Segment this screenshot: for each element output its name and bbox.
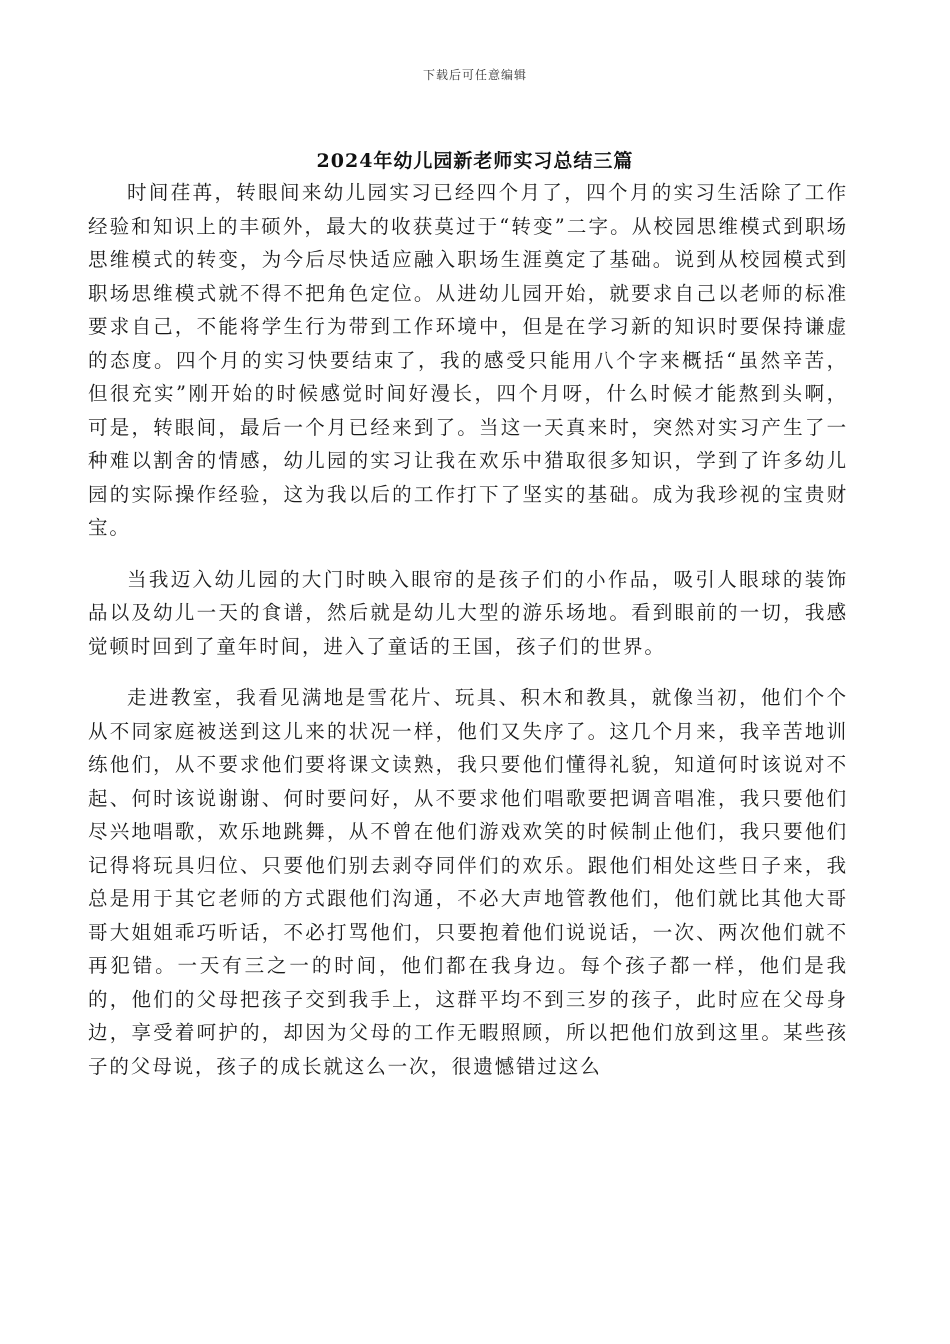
paragraph-3: 走进教室，我看见满地是雪花片、玩具、积木和教具，就像当初，他们个个从不同家庭被送到这儿来的状况一样，他们又失序了。这几个月来，我辛苦地训练他们，从不要求他们要将课文读熟，我只要他们懂得礼貌，知道何时该说对不起、何时该说谢谢、何时要问好，从不要求他们唱歌要把调音唱准，我只要他们尽兴地唱歌，欢乐地跳舞，从不曾在他们游戏欢笑的时候制止他们，我只要他们记得将玩具归位、只要他们别去剥夺同伴们的欢乐。跟他们相处这些日子来，我总是用于其它老师的方式跟他们沟通，不必大声地管教他们，他们就比其他大哥哥大姐姐乖巧听话，不必打骂他们，只要抱着他们说说话，一次、两次他们就不再犯错。一天有三之一的时间，他们都在我身边。每个孩子都一样，他们是我的，他们的父母把孩子交到我手上，这群平均不到三岁的孩子，此时应在父母身边，享受着呵护的，却因为父母的工作无暇照顾，所以把他们放到这里。某些孩子的父母说，孩子的成长就这么一次，很遗憾错过这么 <box>88 686 848 1078</box>
document-title: 2024年幼儿园新老师实习总结三篇 <box>316 150 634 172</box>
header-note: 下载后可任意编辑 <box>422 68 527 82</box>
paragraph-1: 时间荏苒，转眼间来幼儿园实习已经四个月了，四个月的实习生活除了工作经验和知识上的丰硕外，最大的收获莫过于“转变”二字。从校园思维模式到职场思维模式的转变，为今后尽快适应融入职场生涯奠定了基础。说到从校园模式到职场思维模式就不得不把角色定位。从进幼儿园开始，就要求自己以老师的标准要求自己，不能将学生行为带到工作环境中，但是在学习新的知识时要保持谦虚的态度。四个月的实习快要结束了，我的感受只能用八个字来概括“虽然辛苦，但很充实”刚开始的时候感觉时间好漫长，四个月呀，什么时候才能熬到头啊，可是，转眼间，最后一个月已经来到了。当这一天真来时，突然对实习产生了一种难以割舍的情感，幼儿园的实习让我在欢乐中猎取很多知识，学到了许多幼儿园的实际操作经验，这为我以后的工作打下了坚实的基础。成为我珍视的宝贵财宝。 <box>88 181 848 539</box>
paragraph-2: 当我迈入幼儿园的大门时映入眼帘的是孩子们的小作品，吸引人眼球的装饰品以及幼儿一天的食谱，然后就是幼儿大型的游乐场地。看到眼前的一切，我感觉顿时回到了童年时间，进入了童话的王国，孩子们的世界。 <box>88 567 848 658</box>
document-body <box>88 176 848 1101</box>
